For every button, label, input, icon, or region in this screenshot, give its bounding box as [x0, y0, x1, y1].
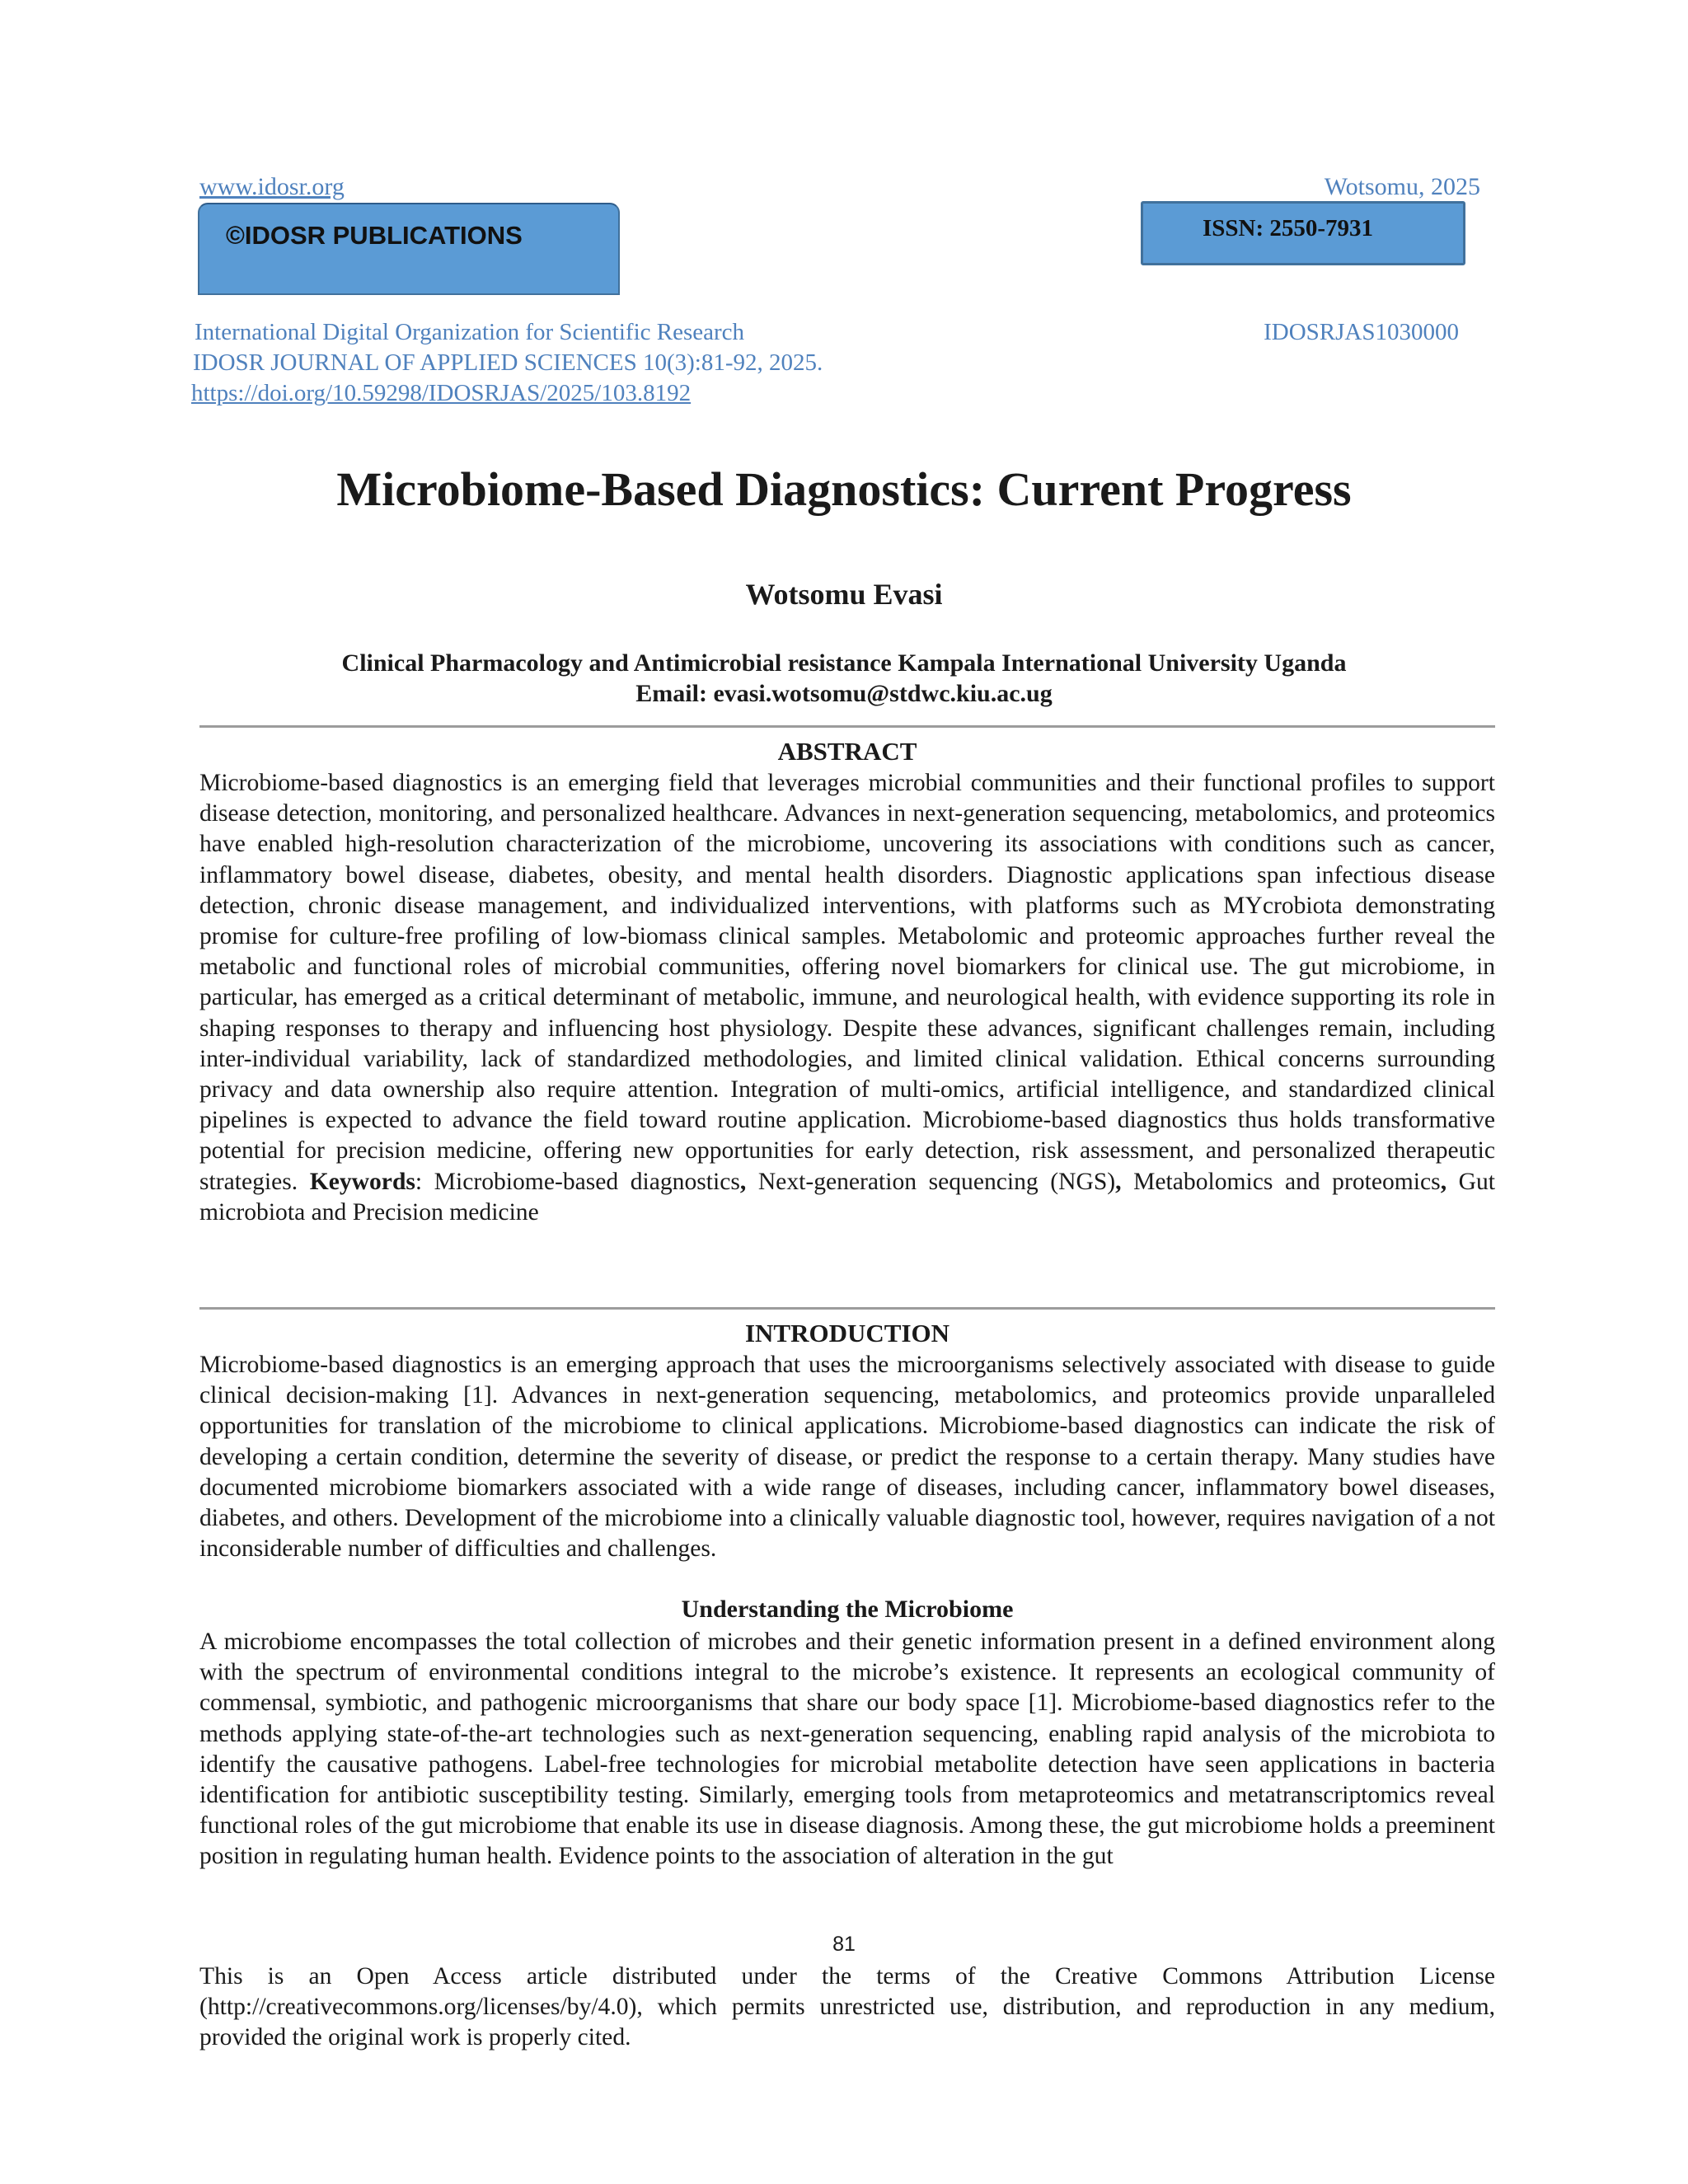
introduction-body: Microbiome-based diagnostics is an emerging approach that uses the microorganisms selectively associated with disease to guide clinical decision-making [1]. Advances in next-generation sequencing, metabolomics, and proteomics provide unparalleled opportunities for translation of the microbiome to clinical applications. Microbiome-based diagnostics can indicate the risk of developing a certain condition, determine the severity of disease, or predict the response to a certain therapy. Many studies have documented microbiome biomarkers associated with a wide range of diseases, including cancer, inflammatory bowel diseases, diabetes, and others. Development of the microbiome into a clinically valuable diagnostic tool, however, requires navigation of a not inconsiderable number of difficulties and challenges. [199, 1352, 1495, 1563]
publisher-badge [198, 203, 620, 295]
license-notice: This is an Open Access article distributed under the terms of the Creative Commons Attribution License (http://creativecommons.org/licenses/by/4.0), which permits unrestricted use, distribution, and reproduction in any medium, provided the original work is properly cited. [199, 1963, 1495, 2051]
publisher-badge-label: ©IDOSR PUBLICATIONS [226, 221, 523, 250]
author-affiliation-block [0, 648, 1688, 709]
keyword: Metabolomics and proteomics [1133, 1168, 1441, 1195]
doi-link[interactable]: https://doi.org/10.59298/IDOSRJAS/2025/103.8192 [191, 380, 692, 406]
journal-citation: IDOSR JOURNAL OF APPLIED SCIENCES 10(3):81-92, 2025. [193, 349, 823, 376]
article-author: Wotsomu Evasi [745, 578, 943, 611]
organization-name: International Digital Organization for Scientific Research [195, 319, 745, 345]
issn-box [1141, 201, 1465, 265]
keyword: Gut microbiota and Precision medicine [199, 1168, 1496, 1226]
author-email: Email: evasi.wotsomu@stdwc.kiu.ac.ug [635, 680, 1053, 707]
abstract-body: Microbiome-based diagnostics is an emerging field that leverages microbial communities and their functional profiles to support disease detection, monitoring, and personalized healthcare. Advances in next-generation sequencing, metabolomics, and proteomics have enabled high-resolution characterization of the microbiome, uncovering its associations with conditions such as cancer, inflammatory bowel disease, diabetes, obesity, and mental health disorders. Diagnostic applications span infectious disease detection, chronic disease management, and individualized interventions, with platforms such as MYcrobiota demonstrating promise for culture-free profiling of low-biomass clinical samples. Metabolomic and proteomic approaches further reveal the metabolic and functional roles of microbial communities, offering novel biomarkers for clinical use. The gut microbiome, in particular, has emerged as a critical determinant of metabolic, immune, and neurological health, with evidence supporting its role in shaping responses to therapy and influencing host physiology. Despite these advances, significant challenges remain, including inter-individual variability, lack of standardized methodologies, and limited clinical validation. Ethical concerns surrounding privacy and data ownership also require attention. Integration of multi-omics, artificial intelligence, and standardized clinical pipelines is expected to advance the field toward routine application. Microbiome-based diagnostics thus holds transformative potential for precision medicine, offering new opportunities for early detection, risk assessment, and personalized therapeutic strategies. Keywords: Microbiome-based diagnostics, Next-generation sequencing (NGS), Metabolomics and proteomics, Gut microbiota and Precision medicine [199, 770, 1496, 1226]
keywords-label: Keywords [309, 1168, 415, 1195]
header-author-year: Wotsomu, 2025 [1324, 173, 1480, 200]
author-affiliation: Clinical Pharmacology and Antimicrobial resistance Kampala International University Uganda [341, 649, 1347, 677]
divider-bottom [199, 1307, 1495, 1310]
keyword: Next-generation sequencing (NGS) [757, 1168, 1116, 1195]
abstract-heading: ABSTRACT [777, 737, 917, 766]
article-code: IDOSRJAS1030000 [1264, 319, 1459, 345]
abstract-text: Microbiome-based diagnostics is an emerging field that leverages microbial communities and their functional profiles to support disease detection, monitoring, and personalized healthcare. Advances in next-generation sequencing, metabolomics, and proteomics have enabled high-resolution characterization of the microbiome, uncovering its associations with conditions such as cancer, inflammatory bowel disease, diabetes, obesity, and mental health disorders. Diagnostic applications span infectious disease detection, chronic disease management, and individualized interventions, with platforms such as MYcrobiota demonstrating promise for culture-free profiling of low-biomass clinical samples. Metabolomic and proteomic approaches further reveal the metabolic and functional roles of microbial communities, offering novel biomarkers for clinical use. The gut microbiome, in particular, has emerged as a critical determinant of metabolic, immune, and neurological health, with evidence supporting its role in shaping responses to therapy and influencing host physiology. Despite these advances, significant challenges remain, including inter-individual variability, lack of standardized methodologies, and limited clinical validation. Ethical concerns surrounding privacy and data ownership also require attention. Integration of multi-omics, artificial intelligence, and standardized clinical pipelines is expected to advance the field toward routine application. Microbiome-based diagnostics thus holds transformative potential for precision medicine, offering new opportunities for early detection, risk assessment, and personalized therapeutic strategies. [199, 770, 1495, 1195]
keyword: Microbiome-based diagnostics [434, 1168, 740, 1195]
understanding-heading: Understanding the Microbiome [681, 1596, 1014, 1623]
page-number: 81 [832, 1933, 856, 1956]
introduction-heading: INTRODUCTION [744, 1319, 950, 1347]
article-title: Microbiome-Based Diagnostics: Current Progress [336, 462, 1352, 516]
site-link[interactable]: www.idosr.org [199, 173, 345, 200]
issn-label: ISSN: 2550-7931 [1203, 215, 1374, 241]
understanding-body: A microbiome encompasses the total collection of microbes and their genetic information present in a defined environment along with the spectrum of environmental conditions integral to the microbe’s existence. It represents an ecological community of commensal, symbiotic, and pathogenic microorganisms that share our body space [1]. Microbiome-based diagnostics refer to the methods applying state-of-the-art technologies such as next-generation sequencing, enabling rapid analysis of the microbiota to identify the causative pathogens. Label-free technologies for microbial metabolite detection have seen applications in bacteria identification for antibiotic susceptibility testing. Similarly, emerging tools from metaproteomics and metatranscriptomics reveal functional roles of the gut microbiome that enable its use in disease diagnosis. Among these, the gut microbiome holds a preeminent position in regulating human health. Evidence points to the association of alteration in the gut [199, 1629, 1495, 1870]
divider-top [199, 725, 1495, 728]
